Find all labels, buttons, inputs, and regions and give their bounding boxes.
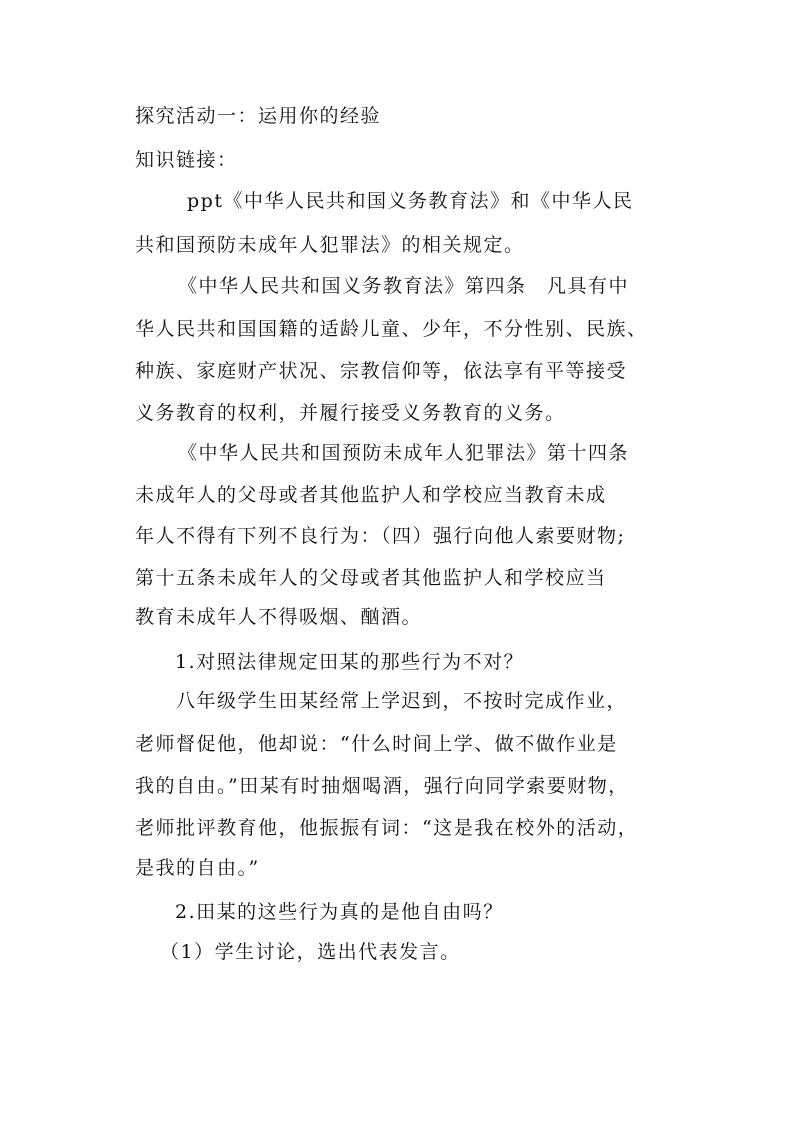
text-line: 《中华人民共和国预防未成年人犯罪法》第十四条	[178, 442, 630, 464]
text-line: ppt《中华人民共和国义务教育法》和《中华人民	[187, 190, 634, 212]
text-line: 《中华人民共和国义务教育法》第四条 凡具有中	[178, 275, 630, 297]
section-heading: 探究活动一：运用你的经验	[135, 105, 382, 127]
text-line: 老师督促他，他却说：“什么时间上学、做不做作业是	[135, 733, 618, 755]
text-line: 我的自由。”田某有时抽烟喝酒，强行向同学索要财物，	[135, 775, 629, 797]
text-line: 八年级学生田某经常上学迟到，不按时完成作业，	[176, 690, 628, 712]
text-line: 种族、家庭财产状况、宗教信仰等，依法享有平等接受	[135, 360, 628, 382]
text-line: 老师批评教育他，他振振有词：“这是我在校外的活动，	[135, 817, 639, 839]
text-line: 义务教育的权利，并履行接受义务教育的义务。	[135, 402, 566, 424]
discussion-item: （1）学生讨论，选出代表发言。	[160, 941, 461, 963]
text-line: 是我的自由。”	[135, 857, 260, 879]
text-line: 年人不得有下列不良行为：（四）强行向他人索要财物;	[135, 525, 626, 547]
text-line: 教育未成年人不得吸烟、酗酒。	[135, 606, 423, 628]
text-line: 共和国预防未成年人犯罪法》的相关规定。	[135, 234, 525, 256]
question-1: 1.对照法律规定田某的那些行为不对？	[175, 651, 525, 673]
knowledge-link-label: 知识链接：	[135, 149, 238, 171]
question-2: 2.田某的这些行为真的是他自由吗？	[175, 901, 504, 923]
text-line: 未成年人的父母或者其他监护人和学校应当教育未成	[135, 484, 607, 506]
text-line: 第十五条未成年人的父母或者其他监护人和学校应当	[135, 567, 607, 589]
text-line: 华人民共和国国籍的适龄儿童、少年，不分性别、民族、	[135, 318, 648, 340]
